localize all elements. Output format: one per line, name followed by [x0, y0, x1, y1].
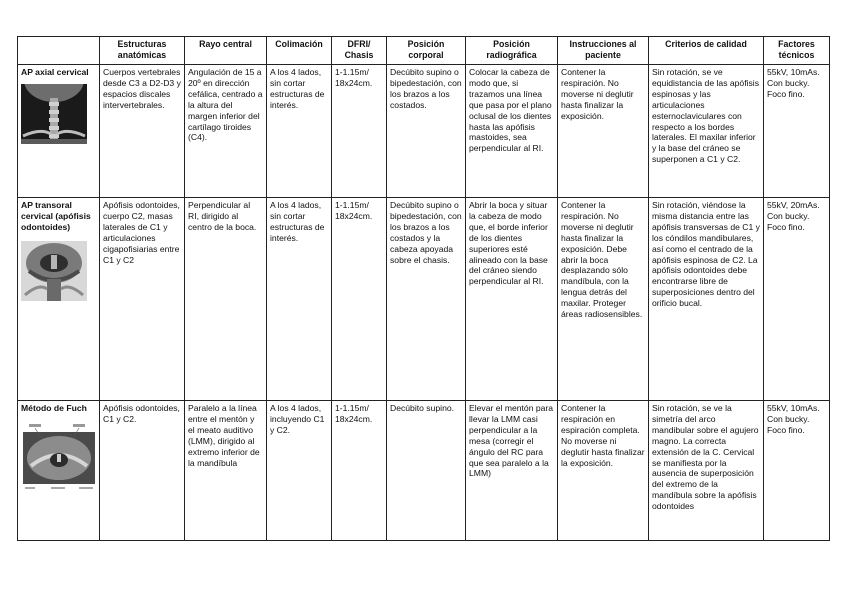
table-row [18, 401, 830, 541]
posicion-corporal-cell: Decúbito supino. [387, 401, 466, 541]
procedure-name-cell [18, 198, 100, 401]
estructuras-cell: Apófisis odontoides, C1 y C2. [100, 401, 185, 541]
posicion-radiografica-cell: Colocar la cabeza de modo que, si trazamos una línea que pasa por el plano oclusal de los dientes hasta las apófisis mastoides, sea perpendicular al RI. [466, 65, 558, 198]
rayo-central-cell: Angulación de 15 a 20º en dirección cefálica, centrado a la altura del margen inferior del cartílago tiroides (C4). [185, 65, 267, 198]
header-rayo-central: Rayo central [185, 37, 267, 65]
header-posicion-corporal: Posición corporal [387, 37, 466, 65]
procedure-name-cell [18, 65, 100, 198]
xray-metodo-fuch-image [21, 422, 97, 494]
rayo-central-cell: Paralelo a la línea entre el mentón y el meato auditivo (LMM), dirigido al extremo inferior de la mandíbula [185, 401, 267, 541]
dfri-chasis-cell: 1-1.15m/ 18x24cm. [332, 198, 387, 401]
dfri-chasis-cell: 1-1.15m/ 18x24cm. [332, 401, 387, 541]
header-cell-blank [18, 37, 100, 65]
estructuras-cell: Cuerpos vertebrales desde C3 a D2-D3 y espacios discales intervertebrales. [100, 65, 185, 198]
posicion-radiografica-cell: Abrir la boca y situar la cabeza de modo que, el borde inferior de los dientes superiores esté alineado con la base del cráneo siendo perpendicular al RI. [466, 198, 558, 401]
procedure-name: AP axial cervical [21, 67, 89, 77]
posicion-radiografica-cell: Elevar el mentón para llevar la LMM casi perpendicular a la mesa (corregir el ángulo del RC para que sea paralelo a la LMM) [466, 401, 558, 541]
xray-ap-axial-cervical-image [21, 84, 87, 144]
factores-cell: 55kV, 10mAs. Con bucky. Foco fino. [764, 401, 830, 541]
radiography-procedures-table [17, 36, 830, 541]
header-criterios: Criterios de calidad [649, 37, 764, 65]
colimacion-cell: A los 4 lados, sin cortar estructuras de interés. [267, 65, 332, 198]
header-row [18, 37, 830, 65]
dfri-chasis-cell: 1-1.15m/ 18x24cm. [332, 65, 387, 198]
header-dfri-chasis: DFRI/ Chasis [332, 37, 387, 65]
colimacion-cell: A los 4 lados, incluyendo C1 y C2. [267, 401, 332, 541]
rayo-central-cell: Perpendicular al RI, dirigido al centro de la boca. [185, 198, 267, 401]
procedure-name: Método de Fuch [21, 403, 87, 413]
header-factores: Factores técnicos [764, 37, 830, 65]
xray-ap-transoral-odontoides-image [21, 241, 87, 301]
header-posicion-radiografica: Posición radiográfica [466, 37, 558, 65]
criterios-cell: Sin rotación, viéndose la misma distancia entre las apófisis transversas de C1 y los cóndilos mandibulares, así como el centrado de la apófisis espinosa de C2. La apófisis odontoides debe encontrarse libre de superposiciones dentro del orificio bucal. [649, 198, 764, 401]
criterios-cell: Sin rotación, se ve la simetría del arco mandibular sobre el agujero magno. La correcta extensión de la C. Cervical se manifiesta por la ausencia de superposición del extremo de la mandíbula sobre la apófisis odontoides [649, 401, 764, 541]
factores-cell: 55kV, 10mAs. Con bucky. Foco fino. [764, 65, 830, 198]
table-row [18, 65, 830, 198]
procedure-name-cell [18, 401, 100, 541]
criterios-cell: Sin rotación, se ve equidistancia de las apófisis espinosas y las articulaciones esternoclaviculares con respecto a los bordes laterales. El maxilar inferior y la base del cráneo se superponen a C1 y C2. [649, 65, 764, 198]
posicion-corporal-cell: Decúbito supino o bipedestación, con los brazos a los costados y la cabeza apoyada sobre el chasis. [387, 198, 466, 401]
estructuras-cell: Apófisis odontoides, cuerpo C2, masas laterales de C1 y articulaciones cigapofisiarias entre C1 y C2 [100, 198, 185, 401]
instrucciones-cell: Contener la respiración. No moverse ni deglutir hasta finalizar la exposición. Debe abrir la boca desplazando sólo mandíbula, con la lengua detrás del maxilar. Proteger áreas radiosensibles. [558, 198, 649, 401]
header-instrucciones: Instrucciones al paciente [558, 37, 649, 65]
instrucciones-cell: Contener la respiración. No moverse ni deglutir hasta finalizar la exposición. [558, 65, 649, 198]
colimacion-cell: A los 4 lados, sin cortar estructuras de interés. [267, 198, 332, 401]
table-row [18, 198, 830, 401]
instrucciones-cell: Contener la respiración en espiración completa. No moverse ni deglutir hasta finalizar la exposición. [558, 401, 649, 541]
procedure-name: AP transoral cervical (apófisis odontoides) [21, 200, 91, 232]
posicion-corporal-cell: Decúbito supino o bipedestación, con los brazos a los costados. [387, 65, 466, 198]
header-estructuras: Estructuras anatómicas [100, 37, 185, 65]
factores-cell: 55kV, 20mAs. Con bucky. Foco fino. [764, 198, 830, 401]
header-colimacion: Colimación [267, 37, 332, 65]
